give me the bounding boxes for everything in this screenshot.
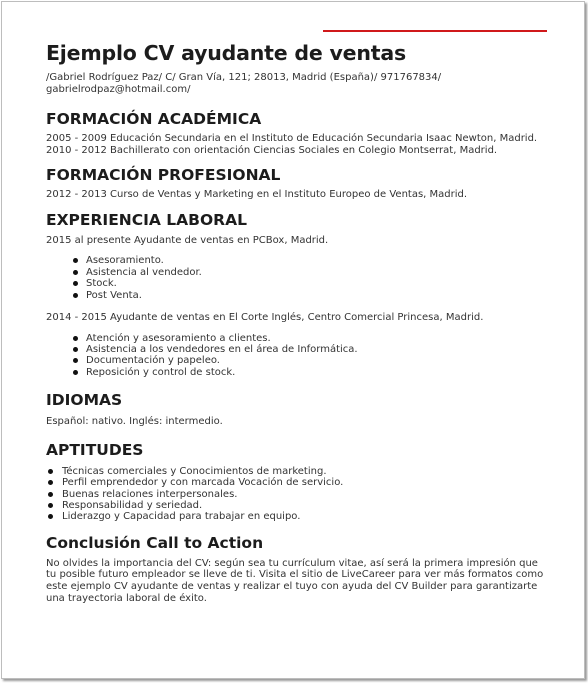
list-item: Documentación y papeleo. xyxy=(46,355,546,366)
section-text: 2012 - 2013 Curso de Ventas y Marketing en el Instituto Europeo de Ventas, Madrid. xyxy=(46,189,468,201)
list-item: Liderazgo y Capacidad para trabajar en equipo. xyxy=(46,511,546,522)
header-accent-rule xyxy=(323,30,547,32)
section-formacion-academica xyxy=(46,109,546,156)
contact-info: /Gabriel Rodríguez Paz/ C/ Gran Vía, 121; 28013, Madrid (España)/ 971767834/ gabrielrodpaz@hotmail.com/ xyxy=(46,72,442,95)
list-item: Post Venta. xyxy=(46,290,546,301)
resume-page xyxy=(1,1,585,679)
job-duties-list xyxy=(46,333,546,379)
resume-title: Ejemplo CV ayudante de ventas xyxy=(46,41,406,65)
list-item: Asesoramiento. xyxy=(46,255,546,266)
list-item: Asistencia al vendedor. xyxy=(46,267,546,278)
resume-content xyxy=(46,38,546,604)
section-heading: IDIOMAS xyxy=(46,391,123,410)
list-item: Buenas relaciones interpersonales. xyxy=(46,489,546,500)
section-heading: EXPERIENCIA LABORAL xyxy=(46,210,247,229)
list-item: Reposición y control de stock. xyxy=(46,367,546,378)
job-duties-list xyxy=(46,255,546,301)
section-conclusion xyxy=(46,533,546,604)
section-text: Español: nativo. Inglés: intermedio. xyxy=(46,416,223,428)
section-idiomas xyxy=(46,390,546,428)
skills-list xyxy=(46,466,546,523)
list-item: Perfil emprendedor y con marcada Vocación de servicio. xyxy=(46,477,546,488)
list-item: Asistencia a los vendedores en el área de Informática. xyxy=(46,344,546,355)
section-text: No olvides la importancia del CV: según sea tu currículum vitae, así será la primera impresión que tu posible futuro empleador se lleve de ti. Visita el sitio de LiveCareer para ver más formatos como este ejemplo CV ayudante de ventas y realizar el tuyo con ayuda del CV Builder para garantizarte una trayectoria laboral de éxito. xyxy=(46,557,544,604)
section-formacion-profesional xyxy=(46,165,546,201)
section-heading: FORMACIÓN ACADÉMICA xyxy=(46,110,262,128)
job-title: 2015 al presente Ayudante de ventas en PCBox, Madrid. xyxy=(46,234,329,246)
list-item: Stock. xyxy=(46,278,546,289)
section-experiencia-laboral xyxy=(46,210,546,378)
list-item: Atención y asesoramiento a clientes. xyxy=(46,333,546,344)
section-aptitudes xyxy=(46,440,546,523)
list-item: Técnicas comerciales y Conocimientos de marketing. xyxy=(46,466,546,477)
section-text: 2005 - 2009 Educación Secundaria en el Instituto de Educación Secundaria Isaac Newton, Madrid. 2010 - 2012 Bachillerato con orientación Ciencias Sociales en Colegio Montserrat, Madrid. xyxy=(46,133,538,156)
section-heading: FORMACIÓN PROFESIONAL xyxy=(46,166,281,185)
list-item: Responsabilidad y seriedad. xyxy=(46,500,546,511)
job-title: 2014 - 2015 Ayudante de ventas en El Corte Inglés, Centro Comercial Princesa, Madrid. xyxy=(46,312,484,323)
section-heading: APTITUDES xyxy=(46,440,144,459)
section-heading: Conclusión Call to Action xyxy=(46,533,264,552)
